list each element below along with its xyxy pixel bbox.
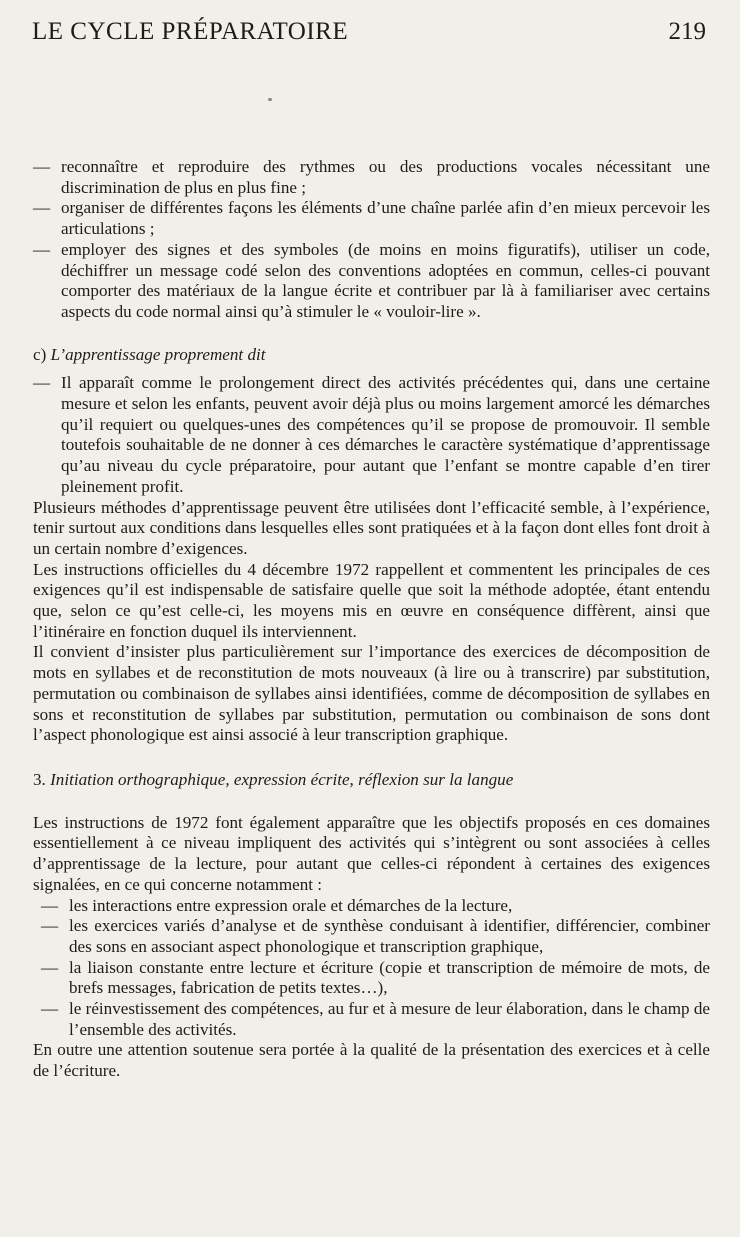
- list-item: [33, 157, 710, 198]
- dash-bullet: —: [33, 239, 51, 259]
- dash-bullet: —: [33, 373, 51, 393]
- paragraph: En outre une attention soutenue sera portée à la qualité de la présentation des exercices et à celle de l’écriture.: [33, 1040, 710, 1081]
- list-item-text: reconnaître et reproduire des rythmes ou des productions vocales nécessitant une discrimination de plus en plus fine ;: [61, 157, 710, 197]
- dash-bullet: —: [41, 916, 59, 936]
- section-heading: [33, 770, 710, 791]
- page-header: [32, 18, 706, 46]
- section-heading: [33, 345, 710, 366]
- section-title: L’apprentissage proprement dit: [50, 344, 266, 364]
- dash-bullet: —: [41, 957, 59, 977]
- list-item-text: les exercices variés d’analyse et de synthèse conduisant à identifier, différencier, combiner des sons en associant aspect phonologique et transcription graphique,: [69, 916, 710, 956]
- list-item-text: employer des signes et des symboles (de moins en moins figuratifs), utiliser un code, déchiffrer un message codé selon des conventions adoptées en commun, celles-ci pouvant comporter des matériaux de la langue écrite et contribuer par là à familiariser avec certains aspects du code normal ainsi qu’à stimuler le « vouloir-lire ».: [61, 239, 710, 321]
- paper-speck: [268, 98, 272, 101]
- section-label: 3.: [33, 769, 46, 789]
- dash-bullet: —: [41, 999, 59, 1019]
- paragraph: Il convient d’insister plus particulièrement sur l’importance des exercices de décomposition de mots en syllabes et de reconstitution de mots nouveaux (à lire ou à transcrire) par substitution, permutation ou combinaison de syllabes ainsi identifiées, comme de décomposition de syllabes en sons et reconstitution de syllabes par substitution, permutation ou combinaison de sons dont l’aspect phonologique est ainsi associé à leur transcription graphique.: [33, 642, 710, 745]
- list-item-text: Il apparaît comme le prolongement direct des activités précédentes qui, dans une certaine mesure et selon les enfants, peuvent avoir déjà plus ou moins largement amorcé les démarches qu’il requiert ou quelques-unes des compétences qu’il se propose de promouvoir. Il semble toutefois souhaitable de ne donner à ces démarches le caractère systématique d’apprentissage qu’au niveau du cycle préparatoire, pour autant que l’enfant se montre capable d’en tirer pleinement profit.: [61, 373, 710, 496]
- paragraph: Plusieurs méthodes d’apprentissage peuvent être utilisées dont l’efficacité semble, à l’expérience, tenir surtout aux conditions dans lesquelles elles sont pratiquées et à la façon dont elles font droit à un certain nombre d’exigences.: [33, 497, 710, 558]
- page-number: 219: [668, 18, 706, 45]
- list-item: [33, 958, 710, 999]
- dash-bullet: —: [33, 157, 51, 176]
- list-item: [33, 916, 710, 957]
- paragraph: Les instructions officielles du 4 décembre 1972 rappellent et commentent les principales de ces exigences qu’il est indispensable de satisfaire quelle que soit la méthode adoptée, étant entendu que, selon ce qu’est celle-ci, les moyens mis en œuvre en conséquence diffèrent, ainsi que l’itinéraire en fonction duquel ils interviennent.: [33, 559, 710, 641]
- list-item: [33, 198, 710, 239]
- paragraph: Les instructions de 1972 font également apparaître que les objectifs proposés en ces domaines essentiellement à ce niveau impliquent des activités qui s’intègrent ou sont associées à celles d’apprentissage de la lecture, pour autant que celles-ci répondent à certaines des exigences signalées, en ce qui concerne notamment :: [33, 812, 710, 894]
- list-item: [33, 999, 710, 1040]
- body-text: [33, 157, 710, 1082]
- list-item: [33, 896, 710, 917]
- list-item: [33, 373, 710, 497]
- list-item-text: le réinvestissement des compétences, au fur et à mesure de leur élaboration, dans le champ de l’ensemble des activités.: [69, 999, 710, 1039]
- section-label: c): [33, 344, 47, 364]
- running-title: LE CYCLE PRÉPARATOIRE: [32, 18, 349, 45]
- list-item: [33, 240, 710, 323]
- list-item-text: organiser de différentes façons les éléments d’une chaîne parlée afin d’en mieux percevoir les articulations ;: [61, 198, 710, 239]
- dash-bullet: —: [33, 198, 51, 218]
- dash-bullet: —: [41, 895, 59, 915]
- list-item-text: les interactions entre expression orale et démarches de la lecture,: [69, 895, 513, 915]
- list-item-text: la liaison constante entre lecture et écriture (copie et transcription de mémoire de mots, de brefs messages, fabrication de petits textes…),: [69, 957, 710, 998]
- section-title: Initiation orthographique, expression écrite, réflexion sur la langue: [50, 769, 514, 789]
